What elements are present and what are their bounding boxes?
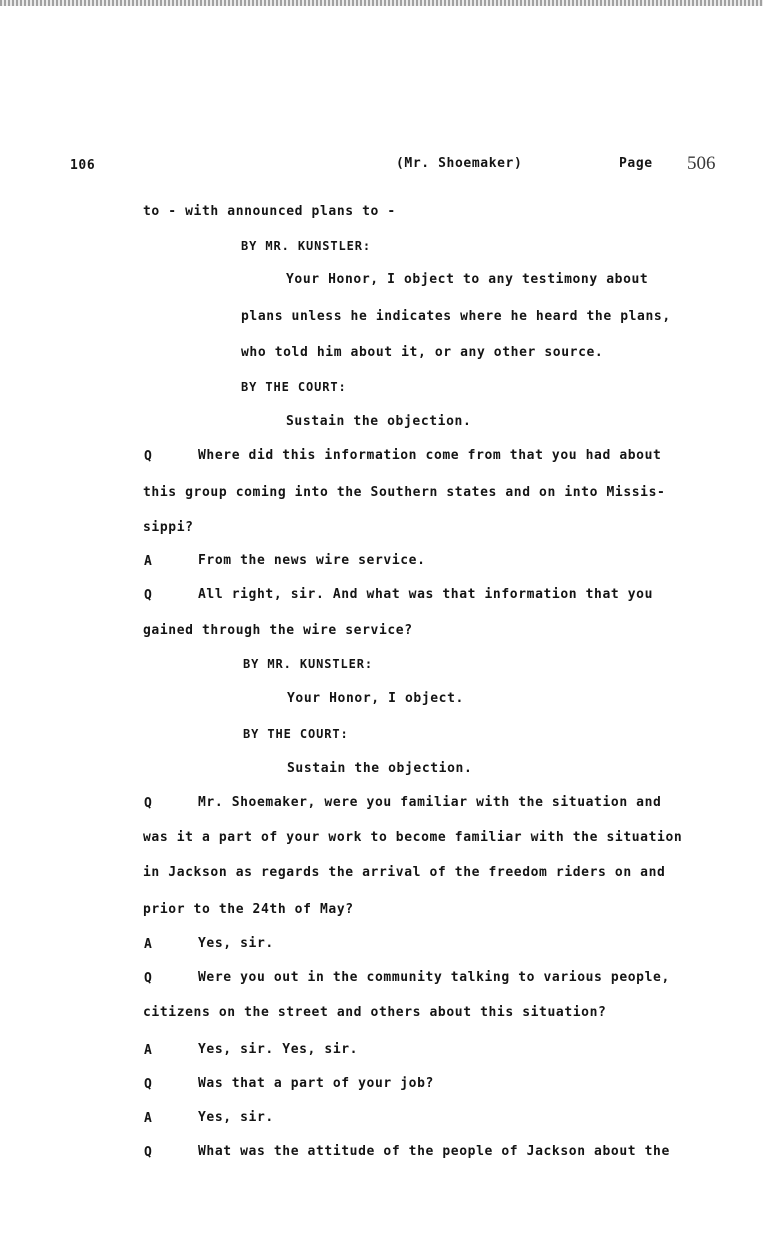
text-line: prior to the 24th of May? — [143, 902, 354, 917]
page-number-stamp: 506 — [687, 153, 716, 174]
text-line: to - with announced plans to - — [143, 204, 396, 219]
qa-marker: A — [144, 554, 153, 569]
qa-marker: Q — [144, 1145, 153, 1160]
text-line: Yes, sir. — [198, 1110, 274, 1125]
page-number-left: 106 — [70, 158, 96, 173]
text-line: Were you out in the community talking to various people, — [198, 970, 670, 985]
qa-marker: Q — [144, 588, 153, 603]
text-line: Mr. Shoemaker, were you familiar with the situation and — [198, 795, 662, 810]
text-line: sippi? — [143, 520, 194, 535]
scan-top-edge — [0, 0, 763, 6]
text-line: was it a part of your work to become familiar with the situation — [143, 830, 683, 845]
text-line: Yes, sir. — [198, 936, 274, 951]
text-line: citizens on the street and others about this situation? — [143, 1005, 607, 1020]
text-line: Your Honor, I object to any testimony about — [286, 272, 649, 287]
qa-marker: Q — [144, 449, 153, 464]
text-line: Sustain the objection. — [287, 761, 473, 776]
qa-marker: A — [144, 1043, 153, 1058]
text-line: From the news wire service. — [198, 553, 426, 568]
text-line: Your Honor, I object. — [287, 691, 464, 706]
text-line: this group coming into the Southern states and on into Missis- — [143, 485, 666, 500]
text-line: who told him about it, or any other source. — [241, 345, 604, 360]
text-line: Was that a part of your job? — [198, 1076, 434, 1091]
text-line: Sustain the objection. — [286, 414, 472, 429]
speaker-line: BY MR. KUNSTLER: — [241, 239, 371, 253]
text-line: Yes, sir. Yes, sir. — [198, 1042, 359, 1057]
qa-marker: Q — [144, 796, 153, 811]
witness-name: (Mr. Shoemaker) — [396, 156, 523, 171]
text-line: gained through the wire service? — [143, 623, 413, 638]
speaker-line: BY MR. KUNSTLER: — [243, 657, 373, 671]
qa-marker: A — [144, 1111, 153, 1126]
text-line: What was the attitude of the people of Jackson about the — [198, 1144, 670, 1159]
text-line: in Jackson as regards the arrival of the freedom riders on and — [143, 865, 666, 880]
qa-marker: Q — [144, 971, 153, 986]
text-line: plans unless he indicates where he heard the plans, — [241, 309, 671, 324]
speaker-line: BY THE COURT: — [241, 380, 347, 394]
qa-marker: A — [144, 937, 153, 952]
page-label: Page — [619, 156, 653, 171]
text-line: All right, sir. And what was that information that you — [198, 587, 654, 602]
text-line: Where did this information come from that you had about — [198, 448, 662, 463]
qa-marker: Q — [144, 1077, 153, 1092]
speaker-line: BY THE COURT: — [243, 727, 349, 741]
